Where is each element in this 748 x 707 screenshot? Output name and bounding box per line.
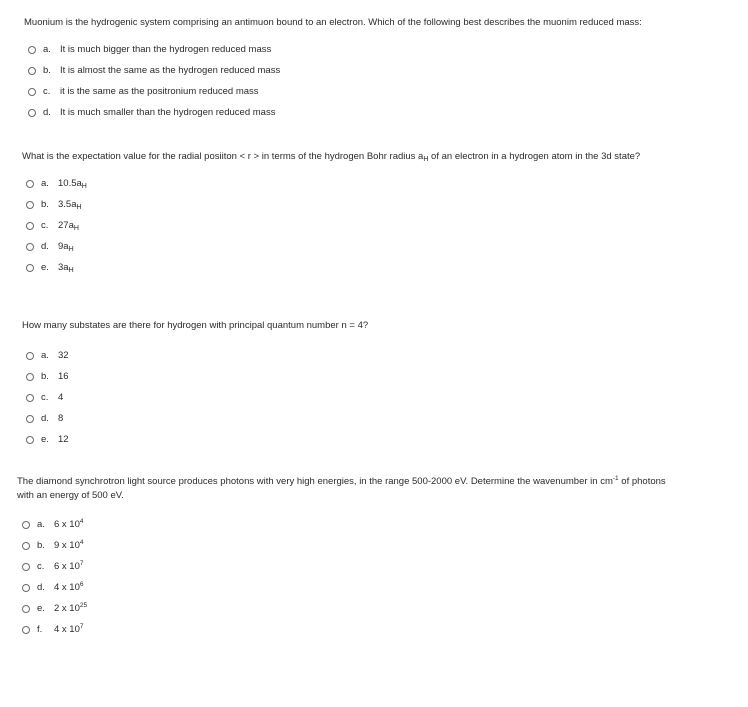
option-letter: a.: [37, 519, 45, 530]
option-letter: e.: [41, 262, 49, 273]
radio-button[interactable]: [22, 626, 30, 634]
option-letter: c.: [43, 86, 51, 97]
question-3-answers: [26, 345, 667, 450]
q2-option-d[interactable]: [26, 236, 667, 257]
q2-option-c[interactable]: [26, 215, 667, 236]
option-value: 4 x 10: [54, 582, 80, 593]
q2-option-a[interactable]: [26, 173, 667, 194]
q1-option-d[interactable]: [28, 102, 669, 123]
question-2-answers: [26, 173, 667, 278]
radio-button[interactable]: [22, 563, 30, 571]
option-text: 16: [58, 371, 69, 382]
option-letter: d.: [41, 413, 49, 424]
subscript: H: [76, 204, 82, 211]
question-2-text-start: What is the expectation value for the radial posiiton < r > in terms of the hydrogen Bohr radius a: [22, 151, 424, 162]
option-letter: a.: [41, 350, 49, 361]
radio-button[interactable]: [26, 243, 34, 251]
option-text: It is almost the same as the hydrogen reduced mass: [60, 65, 281, 76]
subscript: H: [68, 246, 74, 253]
option-text: [58, 220, 79, 231]
radio-button[interactable]: [28, 88, 36, 96]
option-text: [58, 262, 74, 273]
option-letter: a.: [41, 178, 49, 189]
q1-option-a[interactable]: [28, 39, 669, 60]
q3-option-a[interactable]: [26, 345, 667, 366]
question-2-text: [22, 150, 667, 164]
q3-option-b[interactable]: [26, 366, 667, 387]
radio-button[interactable]: [26, 264, 34, 272]
superscript: 6: [79, 581, 84, 588]
radio-button[interactable]: [26, 394, 34, 402]
q3-option-e[interactable]: [26, 429, 667, 450]
radio-button[interactable]: [22, 584, 30, 592]
q2-option-e[interactable]: [26, 257, 667, 278]
radio-button[interactable]: [26, 415, 34, 423]
superscript: 4: [79, 539, 84, 546]
q4-option-b[interactable]: [22, 535, 677, 556]
option-value: 27a: [58, 220, 74, 231]
option-letter: c.: [41, 220, 49, 231]
radio-button[interactable]: [26, 352, 34, 360]
q2-option-b[interactable]: [26, 194, 667, 215]
option-text: [58, 178, 87, 189]
option-text: It is much bigger than the hydrogen reduced mass: [60, 44, 272, 55]
question-4-text-end: of photons with an energy of 500 eV.: [17, 476, 666, 501]
option-text: it is the same as the positronium reduced mass: [60, 86, 259, 97]
option-value: 3a: [58, 262, 69, 273]
q4-option-a[interactable]: [22, 514, 677, 535]
radio-button[interactable]: [28, 46, 36, 54]
radio-button[interactable]: [22, 521, 30, 529]
q4-option-d[interactable]: [22, 577, 677, 598]
q1-option-c[interactable]: [28, 81, 669, 102]
option-text: [54, 582, 84, 593]
subscript: H: [73, 225, 79, 232]
question-4-answers: [22, 514, 677, 640]
option-text: [58, 199, 82, 210]
option-text: [58, 241, 74, 252]
question-3-text: How many substates are there for hydrogen with principal quantum number n = 4?: [22, 320, 369, 331]
option-letter: d.: [37, 582, 45, 593]
radio-button[interactable]: [28, 109, 36, 117]
option-letter: b.: [43, 65, 51, 76]
radio-button[interactable]: [26, 201, 34, 209]
superscript: 25: [79, 602, 88, 609]
radio-button[interactable]: [28, 67, 36, 75]
radio-button[interactable]: [26, 180, 34, 188]
radio-button[interactable]: [26, 436, 34, 444]
option-text: 32: [58, 350, 69, 361]
option-letter: c.: [41, 392, 49, 403]
question-1-answers: [28, 39, 669, 123]
subscript: H: [81, 183, 87, 190]
q4-option-f[interactable]: [22, 619, 677, 640]
radio-button[interactable]: [22, 542, 30, 550]
subscript: H: [68, 267, 74, 274]
option-value: 2 x 10: [54, 603, 80, 614]
option-value: 10.5a: [58, 178, 82, 189]
option-letter: f.: [37, 624, 43, 635]
option-text: 8: [58, 413, 64, 424]
q1-option-b[interactable]: [28, 60, 669, 81]
option-text: 4: [58, 392, 64, 403]
question-4: [17, 475, 677, 640]
question-4-text: [17, 475, 677, 503]
option-value: 6 x 10: [54, 519, 80, 530]
option-value: 6 x 10: [54, 561, 80, 572]
q4-option-e[interactable]: [22, 598, 677, 619]
option-letter: d.: [43, 107, 51, 118]
q3-option-d[interactable]: [26, 408, 667, 429]
option-letter: d.: [41, 241, 49, 252]
option-value: 3.5a: [58, 199, 77, 210]
radio-button[interactable]: [26, 373, 34, 381]
subscript: H: [423, 156, 429, 163]
question-1: [24, 16, 669, 123]
option-letter: c.: [37, 561, 45, 572]
option-text: It is much smaller than the hydrogen reduced mass: [60, 107, 276, 118]
option-text: [54, 540, 84, 551]
superscript: -1: [612, 475, 619, 482]
option-text: [54, 561, 84, 572]
radio-button[interactable]: [26, 222, 34, 230]
superscript: 7: [79, 560, 84, 567]
option-value: 9 x 10: [54, 540, 80, 551]
option-value: 4 x 10: [54, 624, 80, 635]
superscript: 4: [79, 518, 84, 525]
option-letter: e.: [37, 603, 45, 614]
option-text: [54, 519, 84, 530]
radio-button[interactable]: [22, 605, 30, 613]
option-letter: b.: [41, 371, 49, 382]
question-2-text-end: of an electron in a hydrogen atom in the 3d state?: [428, 151, 641, 162]
option-letter: a.: [43, 44, 51, 55]
question-4-text-start: The diamond synchrotron light source produces photons with very high energies, in the range 500-2000 eV. Determine the wavenumber in cm: [17, 476, 613, 487]
option-letter: b.: [41, 199, 49, 210]
option-text: [54, 624, 84, 635]
option-value: 9a: [58, 241, 69, 252]
q3-option-c[interactable]: [26, 387, 667, 408]
superscript: 7: [79, 623, 84, 630]
option-text: [54, 603, 87, 614]
option-letter: b.: [37, 540, 45, 551]
option-text: 12: [58, 434, 69, 445]
question-2: [22, 150, 667, 278]
question-3: [22, 319, 667, 450]
option-letter: e.: [41, 434, 49, 445]
q4-option-c[interactable]: [22, 556, 677, 577]
question-1-text: Muonium is the hydrogenic system comprising an antimuon bound to an electron. Which of the following best describes the muonim reduced mass:: [24, 17, 642, 28]
